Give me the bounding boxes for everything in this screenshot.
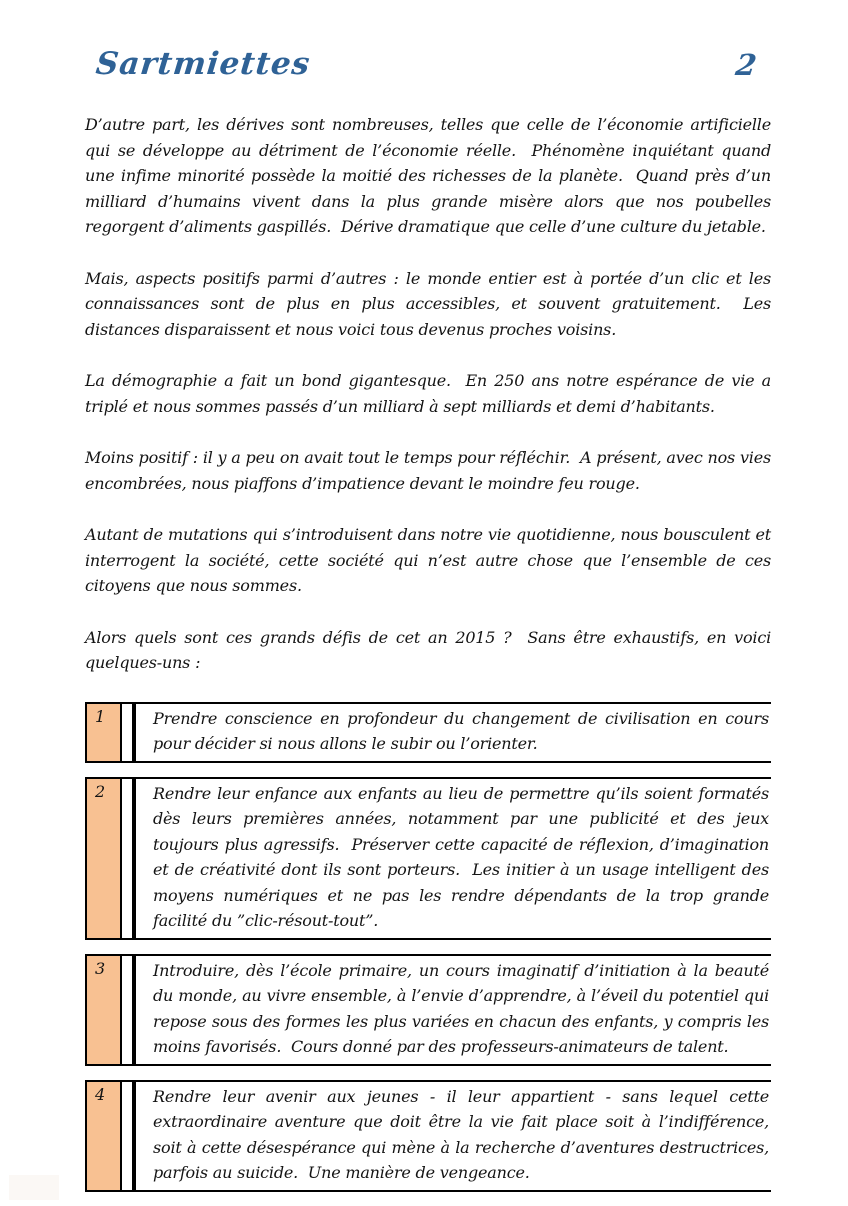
list-item [85, 777, 774, 940]
item-text: Prendre conscience en profondeur du changement de civilisation en cours pour décider si nous allons le subir ou l’orienter. [153, 708, 774, 753]
item-number-cell: 3 [85, 956, 122, 1064]
item-text: Introduire, dès l’école primaire, un cours imaginatif d’initiation à la beauté du monde, au vivre ensemble, à l’envie d’apprendre, à l’éveil du potentiel qui repose sous des formes les plus variées en chacun des enfants, y compris les moins favorisés. Cours donné par des professeurs-animateurs de talent. [153, 960, 774, 1056]
item-text: Rendre leur avenir aux jeunes - il leur appartient - sans lequel cette extraordinaire aventure que doit être la vie fait place soit à l’indifférence, soit à cette désespérance qui mène à la recherche d’aventures destructrices, parfois au suicide. Une manière de vengeance. [153, 1086, 774, 1182]
item-gap [122, 704, 132, 761]
scan-artifact [9, 1175, 59, 1200]
page-number: 2 [733, 48, 759, 82]
list-item [85, 954, 774, 1066]
item-gap [122, 1082, 132, 1190]
list-item [85, 702, 774, 763]
item-number-cell: 2 [85, 779, 122, 938]
paragraph: Moins positif : il y a peu on avait tout le temps pour réfléchir. A présent, avec nos vies encombrées, nous piaffons d’impatience devant le moindre feu rouge. [85, 448, 776, 493]
paragraph: Alors quels sont ces grands défis de cet an 2015 ? Sans être exhaustifs, en voici quelques-uns : [85, 627, 776, 672]
paragraph: La démographie a fait un bond gigantesque. En 250 ans notre espérance de vie a triplé et nous sommes passés d’un milliard à sept milliards et demi d’habitants. [85, 371, 776, 416]
item-text: Rendre leur enfance aux enfants au lieu de permettre qu’ils soient formatés dès leurs premières années, notamment par une publicité et des jeux toujours plus agressifs. Préserver cette capacité de réflexion, d’imagination et de créativité dont ils sont porteurs. Les initier à un usage intelligent des moyens numériques et ne pas les rendre dépendants de la trop grande facilité du ”clic-résout-tout”. [153, 783, 774, 930]
paragraph: D’autre part, les dérives sont nombreuses, telles que celle de l’économie artificielle qui se développe au détriment de l’économie réelle. Phénomène inquiétant quand une infime minorité possède la moitié des richesses de la planète. Quand près d’un milliard d’humains vivent dans la plus grande misère alors que nos poubelles regorgent d’aliments gaspillés. Dérive dramatique que celle d’une culture du jetable. [85, 115, 776, 236]
paragraph: Autant de mutations qui s’introduisent dans notre vie quotidienne, nous bousculent et interrogent la société, cette société qui n’est autre chose que l’ensemble de ces citoyens que nous sommes. [85, 525, 776, 595]
item-gap [122, 779, 132, 938]
numbered-list [85, 702, 774, 1192]
list-item [85, 1080, 774, 1192]
page-body [85, 112, 776, 1206]
page-title: Sartmiettes [94, 46, 313, 82]
paragraph: Mais, aspects positifs parmi d’autres : le monde entier est à portée d’un clic et les connaissances sont de plus en plus accessibles, et souvent gratuitement. Les distances disparaissent et nous voici tous devenus proches voisins. [85, 268, 776, 339]
item-gap [122, 956, 132, 1064]
item-number-cell: 1 [85, 704, 122, 761]
item-number-cell: 4 [85, 1082, 122, 1190]
